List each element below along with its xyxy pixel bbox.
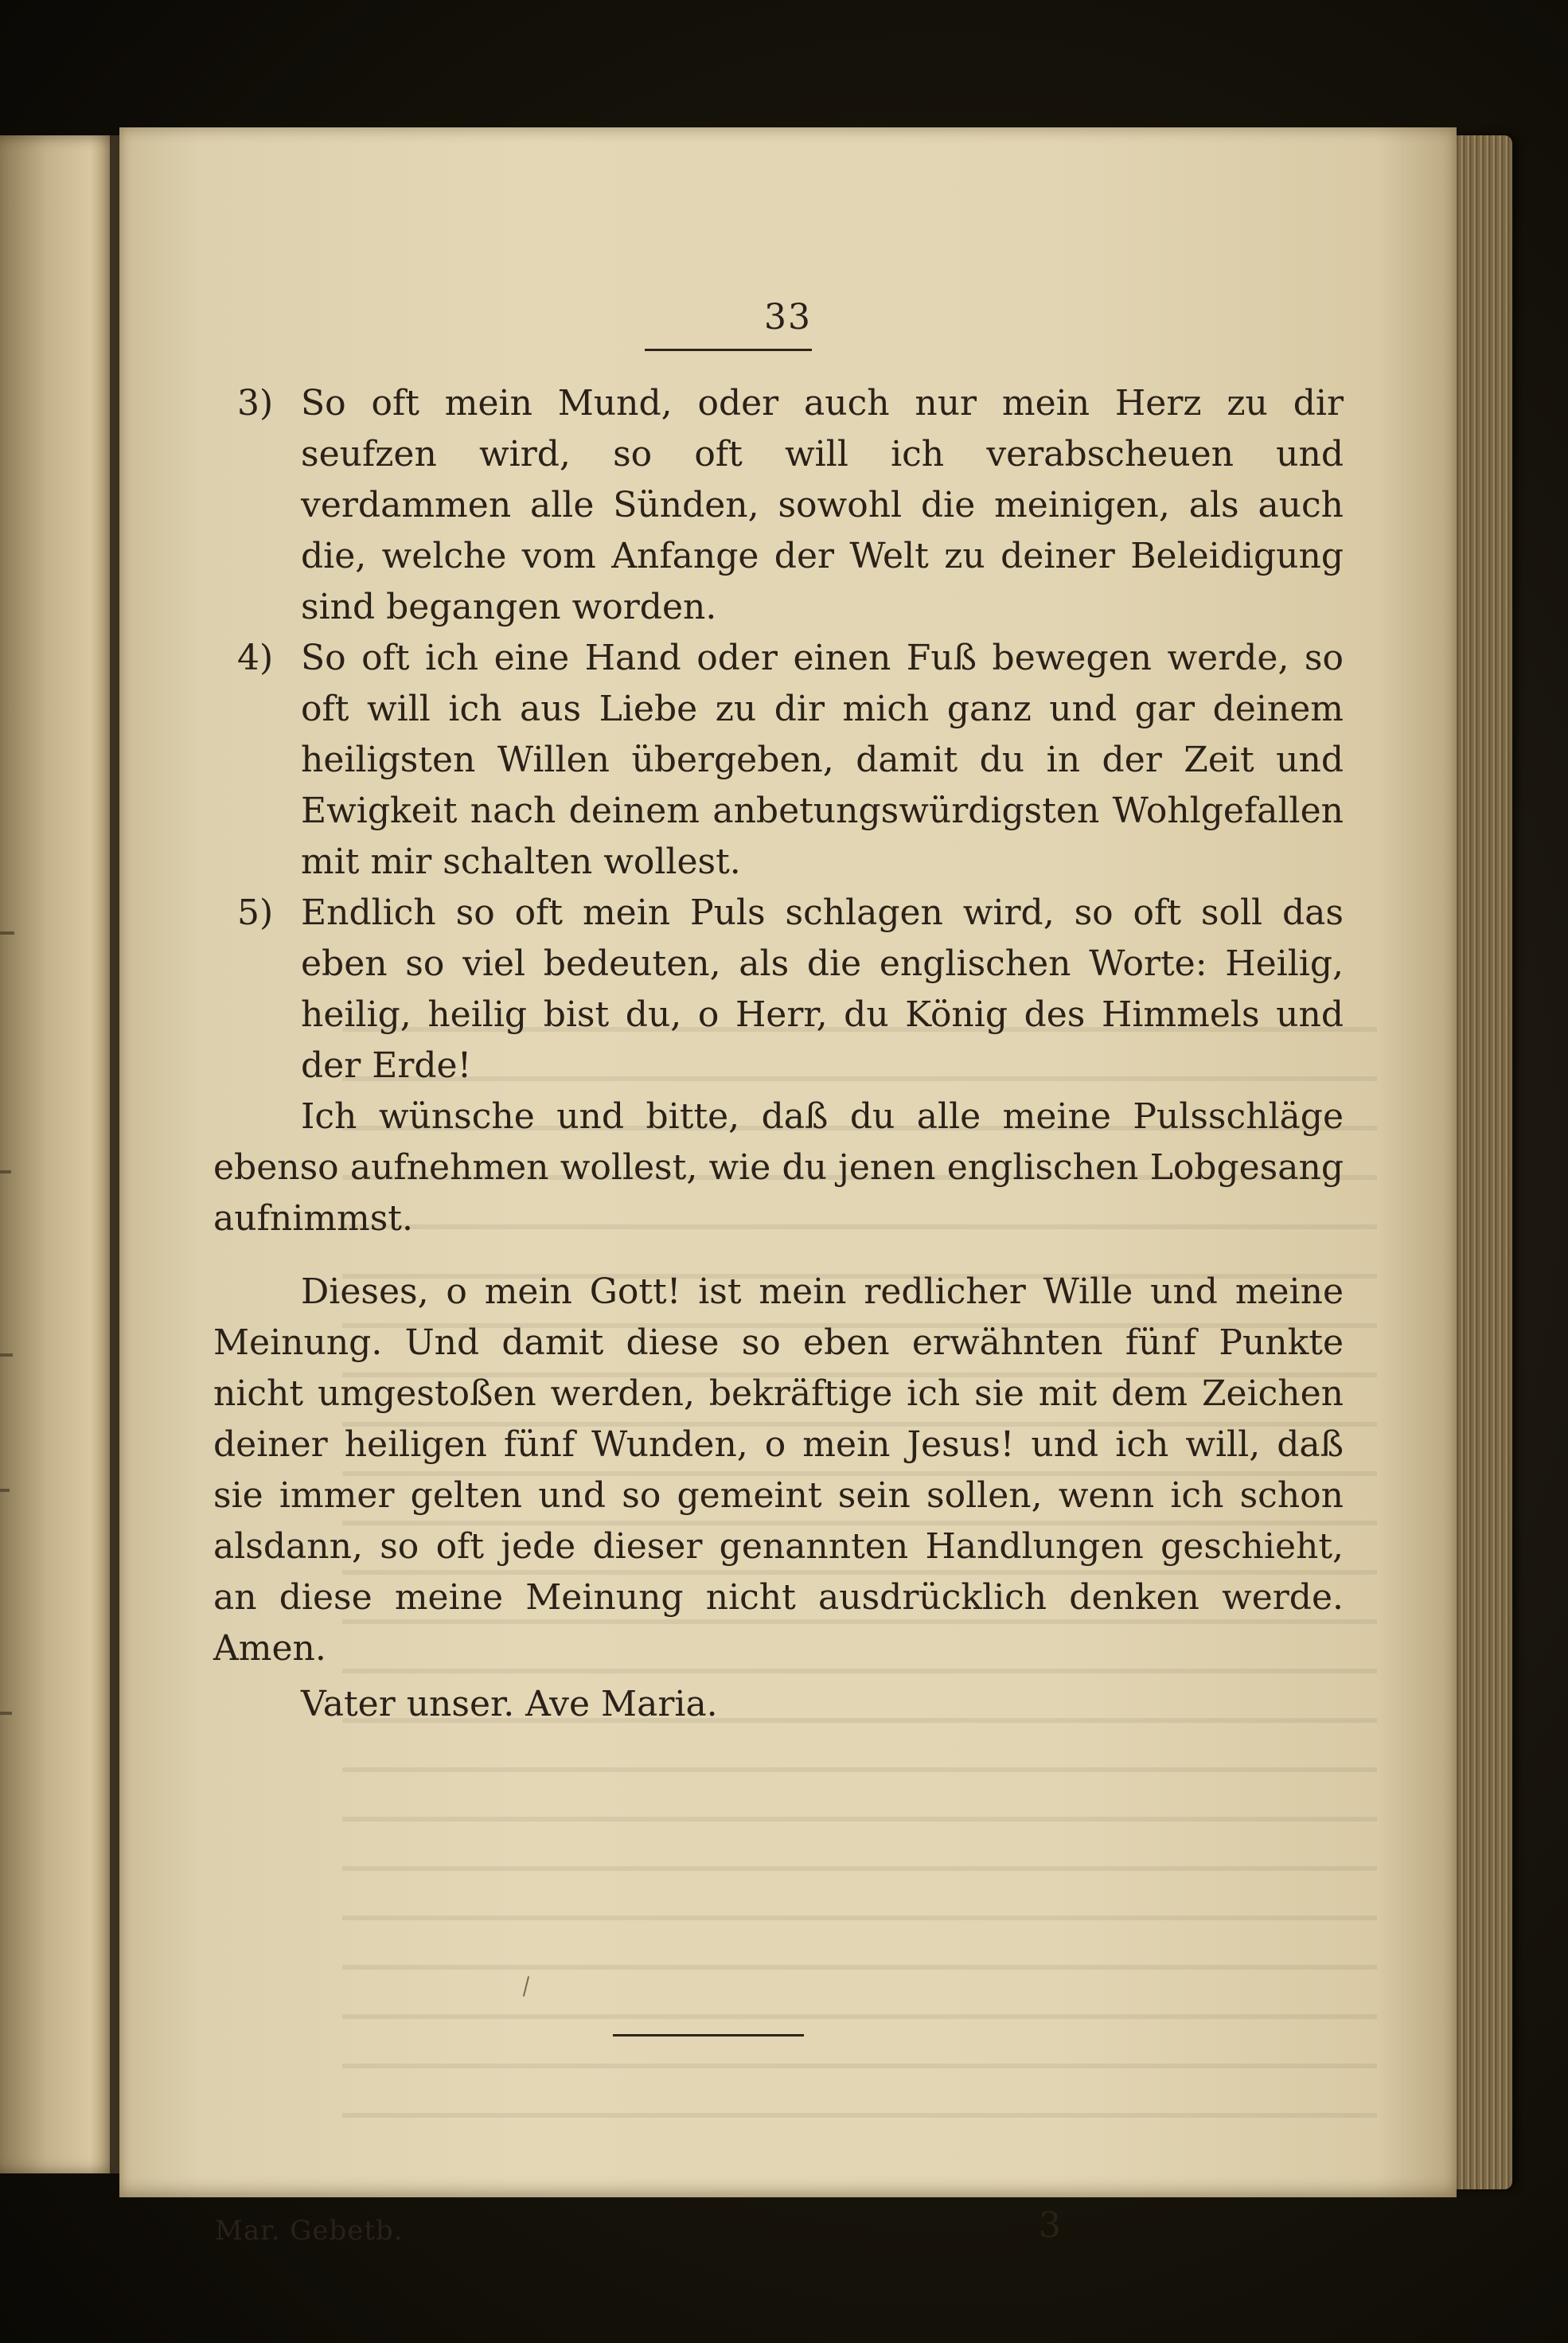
closing-line: Vater unser. Ave Maria.: [301, 1684, 718, 1724]
item-text: So oft mein Mund, oder auch nur mein Herz zu dir seufzen wird, so oft will ich verabscheuen und verdammen alle Sünden, sowohl die meinigen, als auch die, welche vom Anfange der Welt zu deiner Beleidigung sind begangen worden.: [301, 383, 1344, 627]
item-text: Endlich so oft mein Puls schlagen wird, so oft soll das eben so viel bedeuten, als die englischen Worte: Heilig, heilig, heilig bist du, o Herr, du König des Himmels und der Erde!: [301, 892, 1344, 1086]
header-rule: [645, 349, 812, 351]
page-number: 33: [764, 297, 812, 338]
left-page-mark: [0, 931, 14, 935]
right-page: [119, 127, 1457, 2247]
paragraph: Dieses, o mein Gott! ist mein redlicher Wille und meine Meinung. Und damit diese so eben erwähnten fünf Punkte nicht umgestoßen werden, bekräftige ich sie mit dem Zeichen deiner heiligen fünf Wunden, o mein Jesus! und ich will, daß sie immer gelten und so gemeint sein sollen, wenn ich schon alsdann, so oft jede dieser genannten Handlungen geschieht, an diese meine Meinung nicht ausdrücklich denken werde. Amen.: [213, 1271, 1344, 1669]
item-number: 3): [237, 383, 274, 424]
footer-rule: [613, 2034, 804, 2036]
page-block-edges: [1453, 135, 1512, 2189]
left-page-mark: [0, 1712, 12, 1715]
item-text: So oft ich eine Hand oder einen Fuß bewegen werde, so oft will ich aus Liebe zu dir mich ganz und gar deinem heiligsten Willen übergeben, damit du in der Zeit und Ewigkeit nach deinem anbetungswürdigsten Wohlgefallen mit mir schalten wollest.: [301, 638, 1344, 882]
left-page-edge: [0, 135, 119, 2173]
item-number: 4): [237, 638, 274, 678]
stray-mark: [523, 1976, 529, 1997]
body-text: [213, 378, 1344, 1730]
page-text: [119, 127, 1457, 2247]
left-page-mark: [0, 1170, 11, 1173]
paragraph: Ich wünsche und bitte, daß du alle meine Pulsschläge ebenso aufnehmen wollest, wie du jenen englischen Lobgesang aufnimmst.: [213, 1096, 1344, 1239]
signature-mark: Mar. Gebetb.: [215, 2215, 404, 2247]
left-page-mark: [0, 1353, 13, 1357]
item-number: 5): [237, 892, 274, 933]
left-page-mark: [0, 1489, 10, 1492]
list-item: [213, 888, 1344, 1091]
list-item: [213, 633, 1344, 888]
list-item: [213, 378, 1344, 633]
signature-number: 3: [1039, 2205, 1061, 2246]
